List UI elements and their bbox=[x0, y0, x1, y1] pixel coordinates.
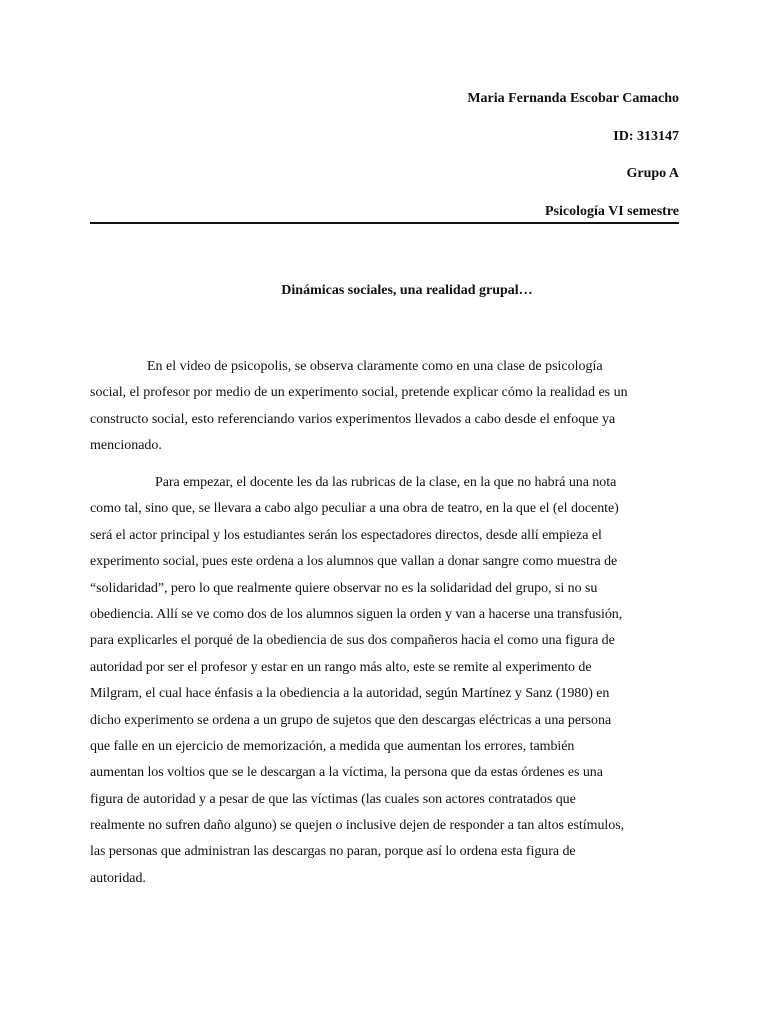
paragraph-line: para explicarles el porqué de la obediencia de sus dos compañeros hacia el como una figura de bbox=[90, 633, 615, 649]
paragraph-line: Para empezar, el docente les da las rubricas de la clase, en la que no habrá una nota bbox=[155, 475, 617, 490]
paragraph-2 bbox=[90, 470, 679, 892]
paragraph-line: figura de autoridad y a pesar de que las víctimas (las cuales son actores contratados que bbox=[90, 791, 576, 807]
paragraph-line: realmente no sufren daño alguno) se quejen o inclusive dejen de responder a tan altos estímulos, bbox=[90, 818, 625, 834]
paragraph-line: será el actor principal y los estudiantes serán los espectadores directos, desde allí empieza el bbox=[90, 527, 602, 543]
document-header bbox=[90, 90, 679, 221]
course-label: Psicología VI semestre bbox=[544, 203, 679, 219]
paragraph-line: obediencia. Allí se ve como dos de los alumnos siguen la orden y van a hacerse una transfusión, bbox=[90, 606, 623, 622]
paragraph-line: constructo social, esto referenciando varios experimentos llevados a cabo desde el enfoque ya bbox=[90, 411, 616, 427]
paragraph-line: En el video de psicopolis, se observa claramente como en una clase de psicología bbox=[147, 359, 603, 374]
paragraph-line: autoridad. bbox=[90, 870, 146, 886]
paragraph-line: “solidaridad”, pero lo que realmente quiere observar no es la solidaridad del grupo, si no su bbox=[90, 580, 598, 596]
paragraph-line: las personas que administran las descargas no paran, porque así lo ordena esta figura de bbox=[90, 844, 576, 860]
paragraph-line: Milgram, el cual hace énfasis a la obediencia a la autoridad, según Martínez y Sanz (1980) en bbox=[90, 686, 610, 702]
paragraph-line: que falle en un ejercicio de memorización, a medida que aumentan los errores, también bbox=[90, 738, 575, 754]
header-divider bbox=[90, 222, 679, 224]
document-title: Dinámicas sociales, una realidad grupal… bbox=[281, 283, 533, 298]
paragraph-line: experimento social, pues este ordena a los alumnos que vallan a donar sangre como muestra de bbox=[90, 554, 618, 570]
paragraph-line: como tal, sino que, se llevara a cabo algo peculiar a una obra de teatro, en la que el (el docente) bbox=[90, 501, 619, 517]
paragraph-line: autoridad por ser el profesor y estar en un rango más alto, este se remite al experimento de bbox=[90, 659, 592, 675]
paragraph-1 bbox=[90, 354, 679, 460]
paragraph-line: aumentan los voltios que se le descargan a la víctima, la persona que da estas órdenes es una bbox=[90, 765, 603, 781]
paragraph-line: mencionado. bbox=[90, 438, 162, 454]
paragraph-line: dicho experimento se ordena a un grupo de sujetos que den descargas eléctricas a una persona bbox=[90, 712, 612, 728]
student-id: ID: 313147 bbox=[613, 128, 679, 144]
group-label: Grupo A bbox=[626, 166, 679, 181]
author-name: Maria Fernanda Escobar Camacho bbox=[467, 91, 679, 106]
paragraph-line: social, el profesor por medio de un experimento social, pretende explicar cómo la realidad es un bbox=[90, 385, 628, 401]
